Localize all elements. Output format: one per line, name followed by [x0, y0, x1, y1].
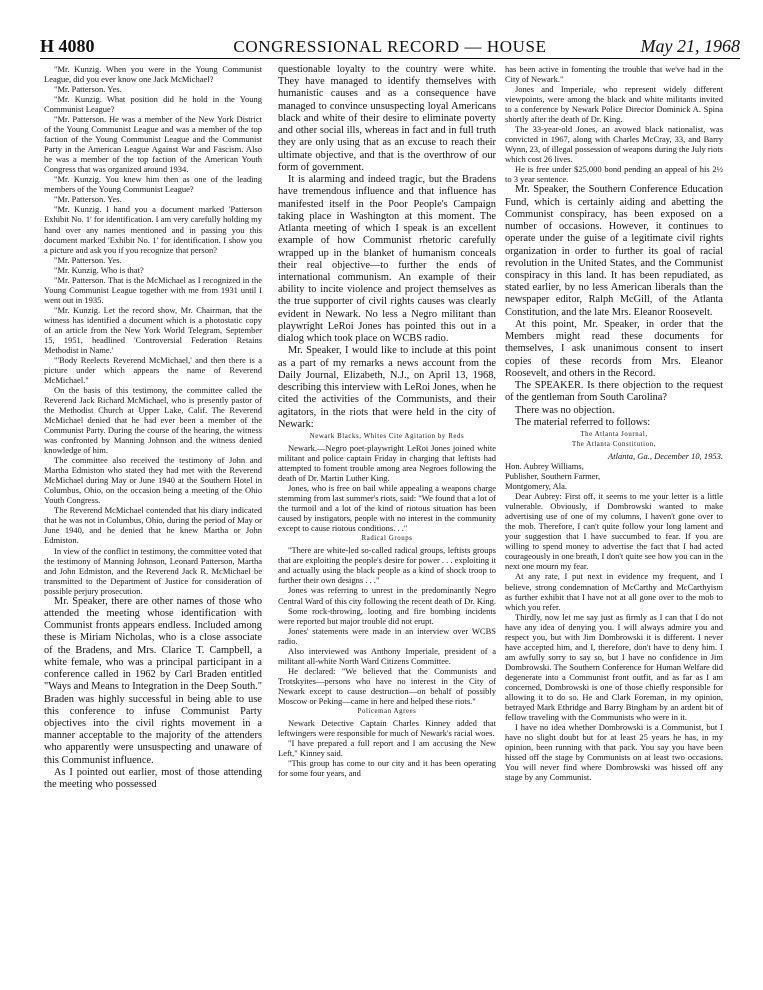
column-right: [505, 64, 723, 782]
paragraph: "There are white-led so-called radical groups, leftists groups that are exploiting the people's desire for power . . . exploiting it and actually using the black people as a kind of shock troop to further their own designs . . .": [278, 545, 496, 586]
paragraph: "Mr. Kunzig. You knew him then as one of the leading members of the Young Communist League?: [44, 174, 262, 195]
paragraph: "Mr. Kunzig. When you were in the Young Communist League, did you ever know one Jack McMichael?: [44, 64, 262, 85]
paragraph: "I have prepared a full report and I am accusing the New Left," Kinney said.: [278, 737, 496, 758]
paragraph: Jones, who is free on bail while appealing a weapons charge stemming from last summer's riots, said: "We found that a lot of the turmoil and a lot of the kind of riotous situation has been caused by instigators, people with no interest in the community except to cause riotous conditions. . .": [278, 483, 496, 534]
paragraph: Hon. Aubrey Williams,: [505, 461, 584, 472]
paragraph: "Mr. Patterson. He was a member of the New York District of the Young Communist League and was a member of the top faction of the Young Communist League and the Communist Party in the American League Against War and Fascism. Also he was a member of the top faction of the American Youth Congress that was organized around 1934.: [44, 114, 262, 175]
paragraph: Newark.—Negro poet-playwright LeRoi Jones joined white militant and police captain Friday in charging that leftists had attempted to foment trouble among area Negroes following the death of Dr. Martin Luther King.: [278, 443, 496, 484]
paragraph: "Mr. Patterson. Yes.: [54, 84, 122, 95]
paragraph: As I pointed out earlier, most of those attending the meeting who possessed: [44, 766, 262, 791]
paragraph: "Mr. Kunzig. Let the record show, Mr. Chairman, that the witness has identified a document which is a photostatic copy of an article from the New York World Telegram, September 15, 1951, headlined 'Controversial Federation Retains Methodist in Name.': [44, 304, 262, 355]
paragraph: The committee also received the testimony of John and Martha Edmiston who stated they had met with the Reverend McMichael during May or June 1940 at the Southern Hotel in Columbus, Ohio, on the occasion being a meeting of the Ohio Youth Congress.: [44, 455, 262, 506]
section-heading: Radical Groups: [361, 535, 413, 543]
paragraph: Jones was referring to unrest in the predominantly Negro Central Ward of this city following the recent death of Dr. King.: [278, 585, 496, 606]
paragraph: Publisher, Southern Farmer,: [505, 471, 601, 482]
section-heading: Policeman Agrees: [357, 707, 417, 715]
paragraph: Jones' statements were made in an interview over WCBS radio.: [278, 625, 496, 646]
paragraph: The material referred to follows:: [515, 416, 651, 428]
section-heading: The Atlanta Constitution,: [572, 441, 656, 449]
paragraph: There was no objection.: [515, 404, 615, 416]
paragraph: Montgomery, Ala.: [505, 481, 568, 492]
page-number: H 4080: [40, 36, 95, 56]
paragraph: Some rock-throwing, looting and fire bombing incidents were reported but major trouble did not erupt.: [278, 605, 496, 626]
paragraph: "Mr. Patterson. Yes.: [54, 194, 122, 205]
paragraph: Atlanta, Ga., December 10, 1953.: [608, 451, 723, 462]
paragraph: Mr. Speaker, I would like to include at this point as a part of my remarks a news account from the Daily Journal, Elizabeth, N.J., on April 13, 1968, describing this interview with LeRoi Jones, when he cited the activities of the Communists, and their agitators, in the riots that were held in the city of Newark:: [278, 345, 496, 430]
paragraph: Mr. Speaker, there are other names of those who attended the meeting whose identification with Communist fronts appears endless. Included among these is Miriam Nicholas, who is a close associate of the Bradens, and Mrs. Clarice T. Campbell, a white female, who was a principal participant in a conference called in 1962 by Carl Braden entitled "Ways and Means to Integration in the Deep South." Braden was highly successful in being able to use this conference to infuse Communist Party objectives into the civil rights movement in a manner acceptable to the majority of the attenders who apparently were unsuspecting and unaware of this Communist influence.: [44, 595, 262, 766]
paragraph: At any rate, I put next in evidence my frequent, and I believe, strong condemnation of McCarthy and McCarthyism as further exhibit that I have not at all gone over to the mob to which you refer.: [505, 571, 723, 612]
paragraph: The SPEAKER. Is there objection to the request of the gentleman from South Carolina?: [505, 380, 723, 404]
section-heading: The Atlanta Journal,: [580, 431, 648, 439]
paragraph: "This group has come to our city and it has been operating for some four years, and: [278, 757, 496, 779]
paragraph: The 33-year-old Jones, an avowed black nationalist, was convicted in 1967, along with Charles McCray, 33, and Barry Wynn, 23, of illegal possession of weapons during the July riots which cost 26 lives.: [505, 124, 723, 165]
paragraph: Mr. Speaker, the Southern Conference Education Fund, which is certainly aiding and abetting the Communist conspiracy, has been exposed on a number of occasions. However, it continues to operate under the guise of a legitimate civil rights organization in order to further its goal of racial revolution in the United States, and the Communist conspiracy in this land. It has been repudiated, as stated earlier, by no less American liberals than the newspaper editor, Ralph McGill, of the Atlanta Constitution, and the late Mrs. Eleanor Roosevelt.: [505, 184, 723, 318]
paragraph: "Mr. Patterson. Yes.: [54, 254, 122, 265]
paragraph: The Reverend McMichael contended that his diary indicated that he was not in Columbus, Ohio, during the period of May or June 1940, and he denied that he knew Martha or John Edmiston.: [44, 505, 262, 546]
paragraph: Also interviewed was Anthony Imperiale, president of a militant all-white North Ward Citizens Committee.: [278, 645, 496, 666]
paragraph: It is alarming and indeed tragic, but the Bradens have tremendous influence and that influence has manifested itself in the Poor People's Campaign taking place in Washington at this moment. The Atlanta meeting of which I speak is an excellent example of how Communist rhetoric carefully wrapped up in the blanket of humanism conceals their real objective—to further the ends of international communism. An example of their ability to incite violence and project themselves as the true supporter of civil rights causes was clearly evident in Newark. No less a Negro militant than playwright LeRoi Jones has pointed this out in a dialog which took place on WCBS radio.: [278, 174, 496, 345]
section-heading: Newark Blacks, Whites Cite Agitation by Reds: [309, 433, 465, 441]
paragraph: Jones and Imperiale, who represent widely different viewpoints, were among the black and white militants invited to a conference by Newark Police Director Dominick A. Spina shortly after the death of Dr. King.: [505, 84, 723, 125]
publication-title: CONGRESSIONAL RECORD — HOUSE: [233, 37, 547, 56]
paragraph: Newark Detective Captain Charles Kinney added that leftwingers were responsible for much of Newark's racial woes.: [278, 717, 496, 738]
column-middle: [278, 64, 496, 778]
paragraph: He is free under $25,000 bond pending an appeal of his 2½ to 3 year sentence.: [505, 164, 723, 185]
paragraph: He declared: "We believed that the Communists and Trotskyites—persons who have no interest in the City of Newark except to cause destruction—on behalf of possibly Moscow or Peking—came in here and helped these riots.": [278, 665, 496, 706]
paragraph: "Mr. Kunzig. Who is that?: [54, 264, 144, 275]
page-header: [40, 36, 740, 59]
paragraph: "Mr. Kunzig. What position did he hold in the Young Communist League?: [44, 94, 262, 115]
column-left: [44, 64, 262, 791]
issue-date: May 21, 1968: [640, 36, 740, 56]
paragraph: Thirdly, now let me say just as firmly as I can that I do not have any idea of denying you. I will always admire you and respect you, but with Jim Dombrowski it is different. I never have accepted him, and I, therefore, don't have to deny him. I am awfully sorry to say so, but I have no confidence in Jim Dombrowski. The Southern Conference for Human Welfare did degenerate into a Communist front outfit, and as far as I am concerned, Dombrowski is one of those chiefly responsible for allowing it to do so. He and Clark Foreman, in my opinion, betrayed Mark Ethridge and Barry Bingham by an ardent bit of fellow traveling with the Communists who were in it.: [505, 611, 723, 722]
paragraph: "'Body Reelects Reverend McMichael,' and then there is a picture under which appears the name of Reverend McMichael.": [44, 354, 262, 385]
paragraph: I have no idea whether Dombrowski is a Communist, but I have no slight doubt but for at least 25 years he has, in my opinion, been running with that pack. You say you have been hissed off the stage by Communists on at least two occasions. You will never find where Dombrowski was hissed off any stage by any Communist.: [505, 721, 723, 783]
paragraph: Dear Aubrey: First off, it seems to me your letter is a little vulnerable. Obviously, if Dombrowski wanted to make advertising use of one of my columns, I haven't gone over to the mob. Therefore, I can't quite follow your long lament and your suggestion that I have succumbed to fear. If you are willing to spend money to advertise the fact that I had acted courageously in one breath, I don't quite see how you can in the next one mourn my fear.: [505, 491, 723, 572]
paragraph: At this point, Mr. Speaker, in order that the Members might read these documents for themselves, I ask unanimous consent to insert copies of these records from Mrs. Eleanor Roosevelt, and others in the Record.: [505, 318, 723, 379]
paragraph: "Mr. Patterson. That is the McMichael as I recognized in the Young Communist League together with me from 1931 until I went out in 1935.: [44, 274, 262, 305]
paragraph: "Mr. Kunzig. I hand you a document marked 'Patterson Exhibit No. 1' for identification. I am very carefully holding my hand over any names mentioned and in passing you this document marked 'Exhibit No. 1' for identification. I show you a picture and ask you if you recognize that person?: [44, 204, 262, 255]
paragraph: In view of the conflict in testimony, the committee voted that the testimony of Manning Johnson, Leonard Patterson, Martha and John Edmiston, and the Reverend Jack R. McMichael be transmitted to the Department of Justice for consideration of possible perjury prosecution.: [44, 545, 262, 596]
paragraph: has been active in fomenting the trouble that we've had in the City of Newark.": [505, 64, 723, 85]
paragraph: questionable loyalty to the country were white. They have managed to identify themselves with humanistic causes and as a consequence have managed to convince unsuspecting loyal Americans black and white of their desire to eliminate poverty and other social ills, whereas in fact and in full truth they are only using that as an excuse to reach their ultimate objective, and that is the overthrow of our form of government.: [278, 64, 496, 173]
paragraph: On the basis of this testimony, the committee called the Reverend Jack Richard McMichael, who is presently pastor of the Methodist Church at Upper Lake, Calif. The Reverend McMichael denied that he had ever been a member of the Communist Party. During the course of the hearing, the witness was confronted by Manning Johnson and the witness denied knowledge of him.: [44, 385, 262, 456]
